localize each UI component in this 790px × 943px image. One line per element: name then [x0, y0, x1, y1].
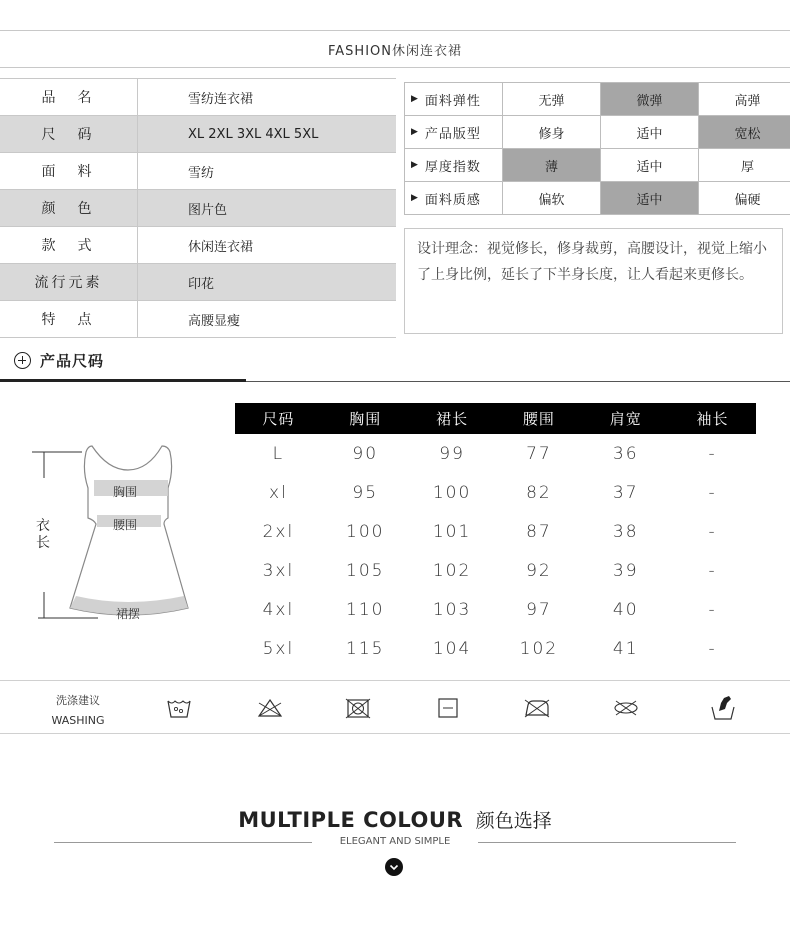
- prop-option: 薄: [502, 148, 601, 182]
- attr-label: 特 点: [0, 301, 138, 337]
- page-header: [0, 30, 790, 68]
- attr-value: XL 2XL 3XL 4XL 5XL: [138, 116, 396, 152]
- size-cell: 97: [526, 599, 552, 620]
- prop-option: 偏硬: [698, 181, 790, 215]
- prop-name: ▶ 厚度指数: [404, 148, 503, 182]
- prop-row: [404, 148, 790, 181]
- section-title-text: 产品尺码: [40, 352, 105, 370]
- design-concept: 设计理念：视觉修长，修身裁剪，高腰设计，视觉上缩小了上身比例，延长了下半身长度，让人看起来更修长。: [404, 228, 783, 334]
- size-cell: 100: [346, 521, 385, 542]
- chevron-down-glyph: [385, 858, 403, 876]
- attribute-table: [0, 78, 396, 338]
- attr-value: 休闲连衣裙: [188, 239, 254, 255]
- washing-label-en: WASHING: [51, 714, 105, 727]
- size-cell: 102: [519, 638, 559, 659]
- dress-diagram: [28, 440, 208, 630]
- attr-row-fabric: [0, 153, 396, 190]
- attr-value: 雪纺连衣裙: [188, 91, 254, 107]
- attr-label: 面 料: [0, 153, 138, 189]
- prop-option: 厚: [698, 148, 790, 182]
- hand-wash-icon: [165, 695, 193, 721]
- prop-option: 适中: [600, 181, 699, 215]
- size-cell: 100: [432, 482, 472, 503]
- size-cell: 99: [439, 443, 465, 464]
- attr-value: 高腰显瘦: [188, 313, 241, 329]
- section-divider-thin: [246, 381, 790, 382]
- size-cell: L: [272, 443, 285, 464]
- washing-label-cn: 洗涤建议: [56, 694, 100, 707]
- prop-name: ▶ 面料质感: [404, 181, 503, 215]
- no-bleach-icon: [256, 695, 284, 721]
- size-cell: -: [708, 443, 717, 464]
- size-header-cell: 袖长: [696, 410, 729, 428]
- no-iron-icon: [523, 695, 551, 721]
- size-cell: 95: [352, 482, 379, 503]
- triangle-right-icon: ▶: [411, 160, 419, 170]
- size-cell: 37: [612, 482, 639, 503]
- prop-name: ▶ 产品版型: [404, 115, 503, 149]
- size-cell: 39: [612, 560, 639, 581]
- colour-title-cn: 颜色选择: [475, 810, 552, 832]
- size-cell: 36: [612, 443, 639, 464]
- prop-row: [404, 82, 790, 115]
- hem-label: 裙摆: [116, 607, 141, 621]
- prop-option: 微弹: [600, 82, 699, 116]
- size-cell: -: [708, 521, 717, 542]
- attr-row-name: [0, 79, 396, 116]
- colour-subtitle: ELEGANT AND SIMPLE: [339, 836, 451, 847]
- size-cell: 40: [612, 599, 639, 620]
- size-cell: 38: [612, 521, 639, 542]
- size-cell: 92: [526, 560, 552, 581]
- prop-option: 适中: [600, 148, 699, 182]
- prop-option: 偏软: [502, 181, 601, 215]
- size-cell: 87: [526, 521, 552, 542]
- size-header-cell: 尺码: [262, 410, 295, 428]
- attr-row-feature: [0, 301, 396, 338]
- prop-option: 适中: [600, 115, 699, 149]
- prop-row: [404, 181, 790, 214]
- waist-label: 腰围: [113, 518, 138, 532]
- attr-row-element: [0, 264, 396, 301]
- triangle-right-icon: ▶: [411, 193, 419, 203]
- attr-label: 流行元素: [0, 264, 138, 300]
- size-table: [235, 403, 756, 668]
- no-tumble-dry-icon: [344, 695, 372, 721]
- section-divider-thick: [0, 379, 246, 382]
- attr-label: 款 式: [0, 227, 138, 263]
- size-header-cell: 裙长: [436, 410, 469, 428]
- size-header-cell: 肩宽: [609, 410, 642, 428]
- size-cell: 5xl: [262, 638, 295, 659]
- prop-name: ▶ 面料弹性: [404, 82, 503, 116]
- prop-row: [404, 115, 790, 148]
- size-cell: 102: [432, 560, 472, 581]
- size-cell: 82: [526, 482, 552, 503]
- washing-row: [0, 680, 790, 734]
- size-cell: 77: [526, 443, 552, 464]
- attr-value: 雪纺: [188, 165, 215, 181]
- chest-label: 胸围: [113, 485, 138, 499]
- triangle-right-icon: ▶: [411, 127, 419, 137]
- size-cell: 4xl: [262, 599, 295, 620]
- size-cell: -: [708, 638, 717, 659]
- attr-value: 印花: [138, 264, 396, 300]
- size-table-header: [235, 403, 756, 434]
- prop-option: 无弹: [502, 82, 601, 116]
- size-cell: 101: [432, 521, 472, 542]
- attr-label: 尺 码: [0, 116, 138, 152]
- prop-option: 宽松: [698, 115, 790, 149]
- attr-row-size: [0, 116, 396, 153]
- size-cell: 115: [346, 638, 385, 659]
- size-cell: -: [708, 599, 717, 620]
- size-cell: -: [708, 560, 717, 581]
- table-row: [235, 590, 756, 629]
- size-header-cell: 胸围: [349, 410, 382, 428]
- table-row: [235, 629, 756, 668]
- prop-option: 修身: [502, 115, 601, 149]
- washing-label: [40, 691, 116, 731]
- table-row: [235, 473, 756, 512]
- section-title: [14, 350, 104, 371]
- size-cell: 90: [352, 443, 379, 464]
- colour-title: [0, 806, 790, 833]
- prop-option: 高弹: [698, 82, 790, 116]
- size-header-cell: 腰围: [522, 410, 555, 428]
- attr-row-style: [0, 227, 396, 264]
- size-cell: 3xl: [262, 560, 295, 581]
- header-title: FASHION休闲连衣裙: [328, 43, 462, 59]
- size-cell: 104: [432, 638, 472, 659]
- attr-label: 品 名: [0, 79, 138, 115]
- attr-label: 颜 色: [0, 190, 138, 226]
- dry-flat-icon: [434, 695, 462, 721]
- attr-row-color: [0, 190, 396, 227]
- size-cell: 41: [612, 638, 639, 659]
- length-label: 衣长: [36, 518, 50, 551]
- size-cell: -: [708, 482, 717, 503]
- triangle-right-icon: ▶: [411, 94, 419, 104]
- no-dry-clean-icon: [612, 695, 640, 721]
- size-cell: 105: [346, 560, 385, 581]
- size-cell: 2xl: [262, 521, 295, 542]
- attr-value: 图片色: [138, 190, 396, 226]
- plus-circle-icon: [14, 352, 31, 369]
- size-cell: 110: [346, 599, 385, 620]
- property-grid: [404, 82, 790, 214]
- table-row: [235, 434, 756, 473]
- colour-title-en: MULTIPLE COLOUR: [238, 808, 464, 832]
- size-cell: 103: [432, 599, 472, 620]
- table-row: [235, 512, 756, 551]
- chevron-down-icon: [385, 858, 403, 876]
- size-cell: xl: [269, 482, 288, 503]
- hand-wash-only-icon: [709, 695, 737, 721]
- table-row: [235, 551, 756, 590]
